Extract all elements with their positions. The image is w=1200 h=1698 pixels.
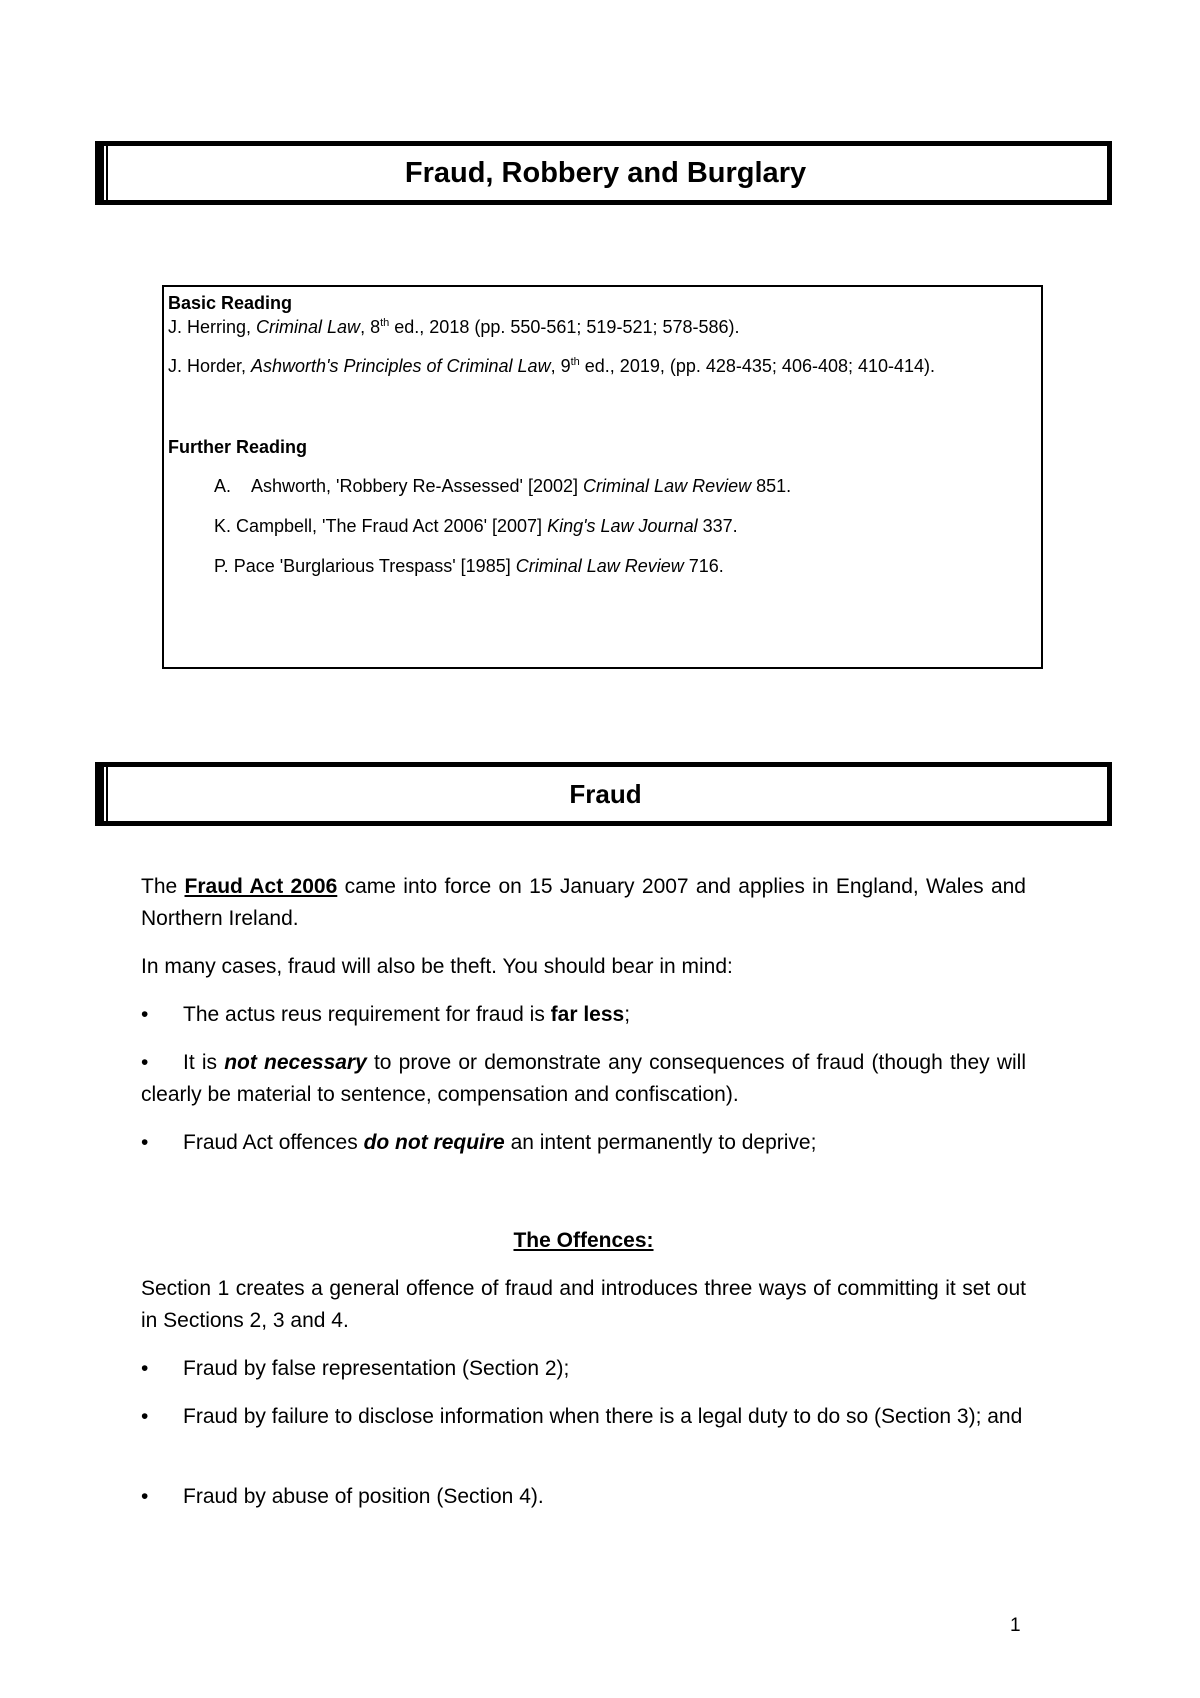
bullet-item: • It is not necessary to prove or demonstrate any consequences of fraud (though they will clearly be material to sentence, compensation and confiscation). bbox=[141, 1047, 1026, 1111]
further-reading-item: A. Ashworth, 'Robbery Re-Assessed' [2002] Criminal Law Review 851. bbox=[214, 476, 792, 496]
basic-reading-heading: Basic Reading bbox=[168, 293, 293, 313]
section-title: Fraud bbox=[569, 779, 642, 809]
bullet-item: • The actus reus requirement for fraud is far less; bbox=[141, 999, 1026, 1031]
page-number: 1 bbox=[1010, 1615, 1021, 1636]
bullet-marker: • bbox=[141, 1405, 149, 1428]
offence-item: • Fraud by false representation (Section 2); bbox=[141, 1353, 1026, 1385]
theft-note: In many cases, fraud will also be theft. You should bear in mind: bbox=[141, 955, 733, 978]
bullet-marker: • bbox=[141, 1051, 149, 1074]
bullet-item: • Fraud Act offences do not require an intent permanently to deprive; bbox=[141, 1127, 1026, 1159]
document-title-box bbox=[95, 141, 1112, 205]
intro-paragraph: The Fraud Act 2006 came into force on 15 January 2007 and applies in England, Wales and Northern Ireland. bbox=[141, 875, 1026, 930]
bullet-marker: • bbox=[141, 1357, 149, 1380]
further-reading-heading: Further Reading bbox=[168, 437, 308, 457]
bullet-marker: • bbox=[141, 1485, 149, 1508]
bullet-marker: • bbox=[141, 1131, 149, 1154]
offence-item: • Fraud by abuse of position (Section 4). bbox=[141, 1481, 1026, 1513]
section-title-box bbox=[95, 762, 1112, 826]
reading-list-box bbox=[162, 285, 1043, 669]
bullet-marker: • bbox=[141, 1003, 149, 1026]
offence-item: • Fraud by failure to disclose information when there is a legal duty to do so (Section 3); and bbox=[141, 1401, 1026, 1433]
further-reading-item: P. Pace 'Burglarious Trespass' [1985] Criminal Law Review 716. bbox=[214, 556, 724, 576]
document-title: Fraud, Robbery and Burglary bbox=[404, 157, 807, 189]
fraud-act-link[interactable]: Fraud Act 2006 bbox=[184, 875, 338, 898]
basic-reading-item: J. Herring, Criminal Law, 8th ed., 2018 (pp. 550-561; 519-521; 578-586). bbox=[168, 317, 740, 337]
offences-intro: Section 1 creates a general offence of fraud and introduces three ways of committing it set out in Sections 2, 3 and 4. bbox=[141, 1277, 1026, 1332]
further-reading-item: K. Campbell, 'The Fraud Act 2006' [2007] King's Law Journal 337. bbox=[214, 516, 738, 536]
basic-reading-item: J. Horder, Ashworth's Principles of Criminal Law, 9th ed., 2019, (pp. 428-435; 406-408; 410-414). bbox=[168, 356, 936, 376]
offences-heading: The Offences: bbox=[513, 1229, 654, 1252]
